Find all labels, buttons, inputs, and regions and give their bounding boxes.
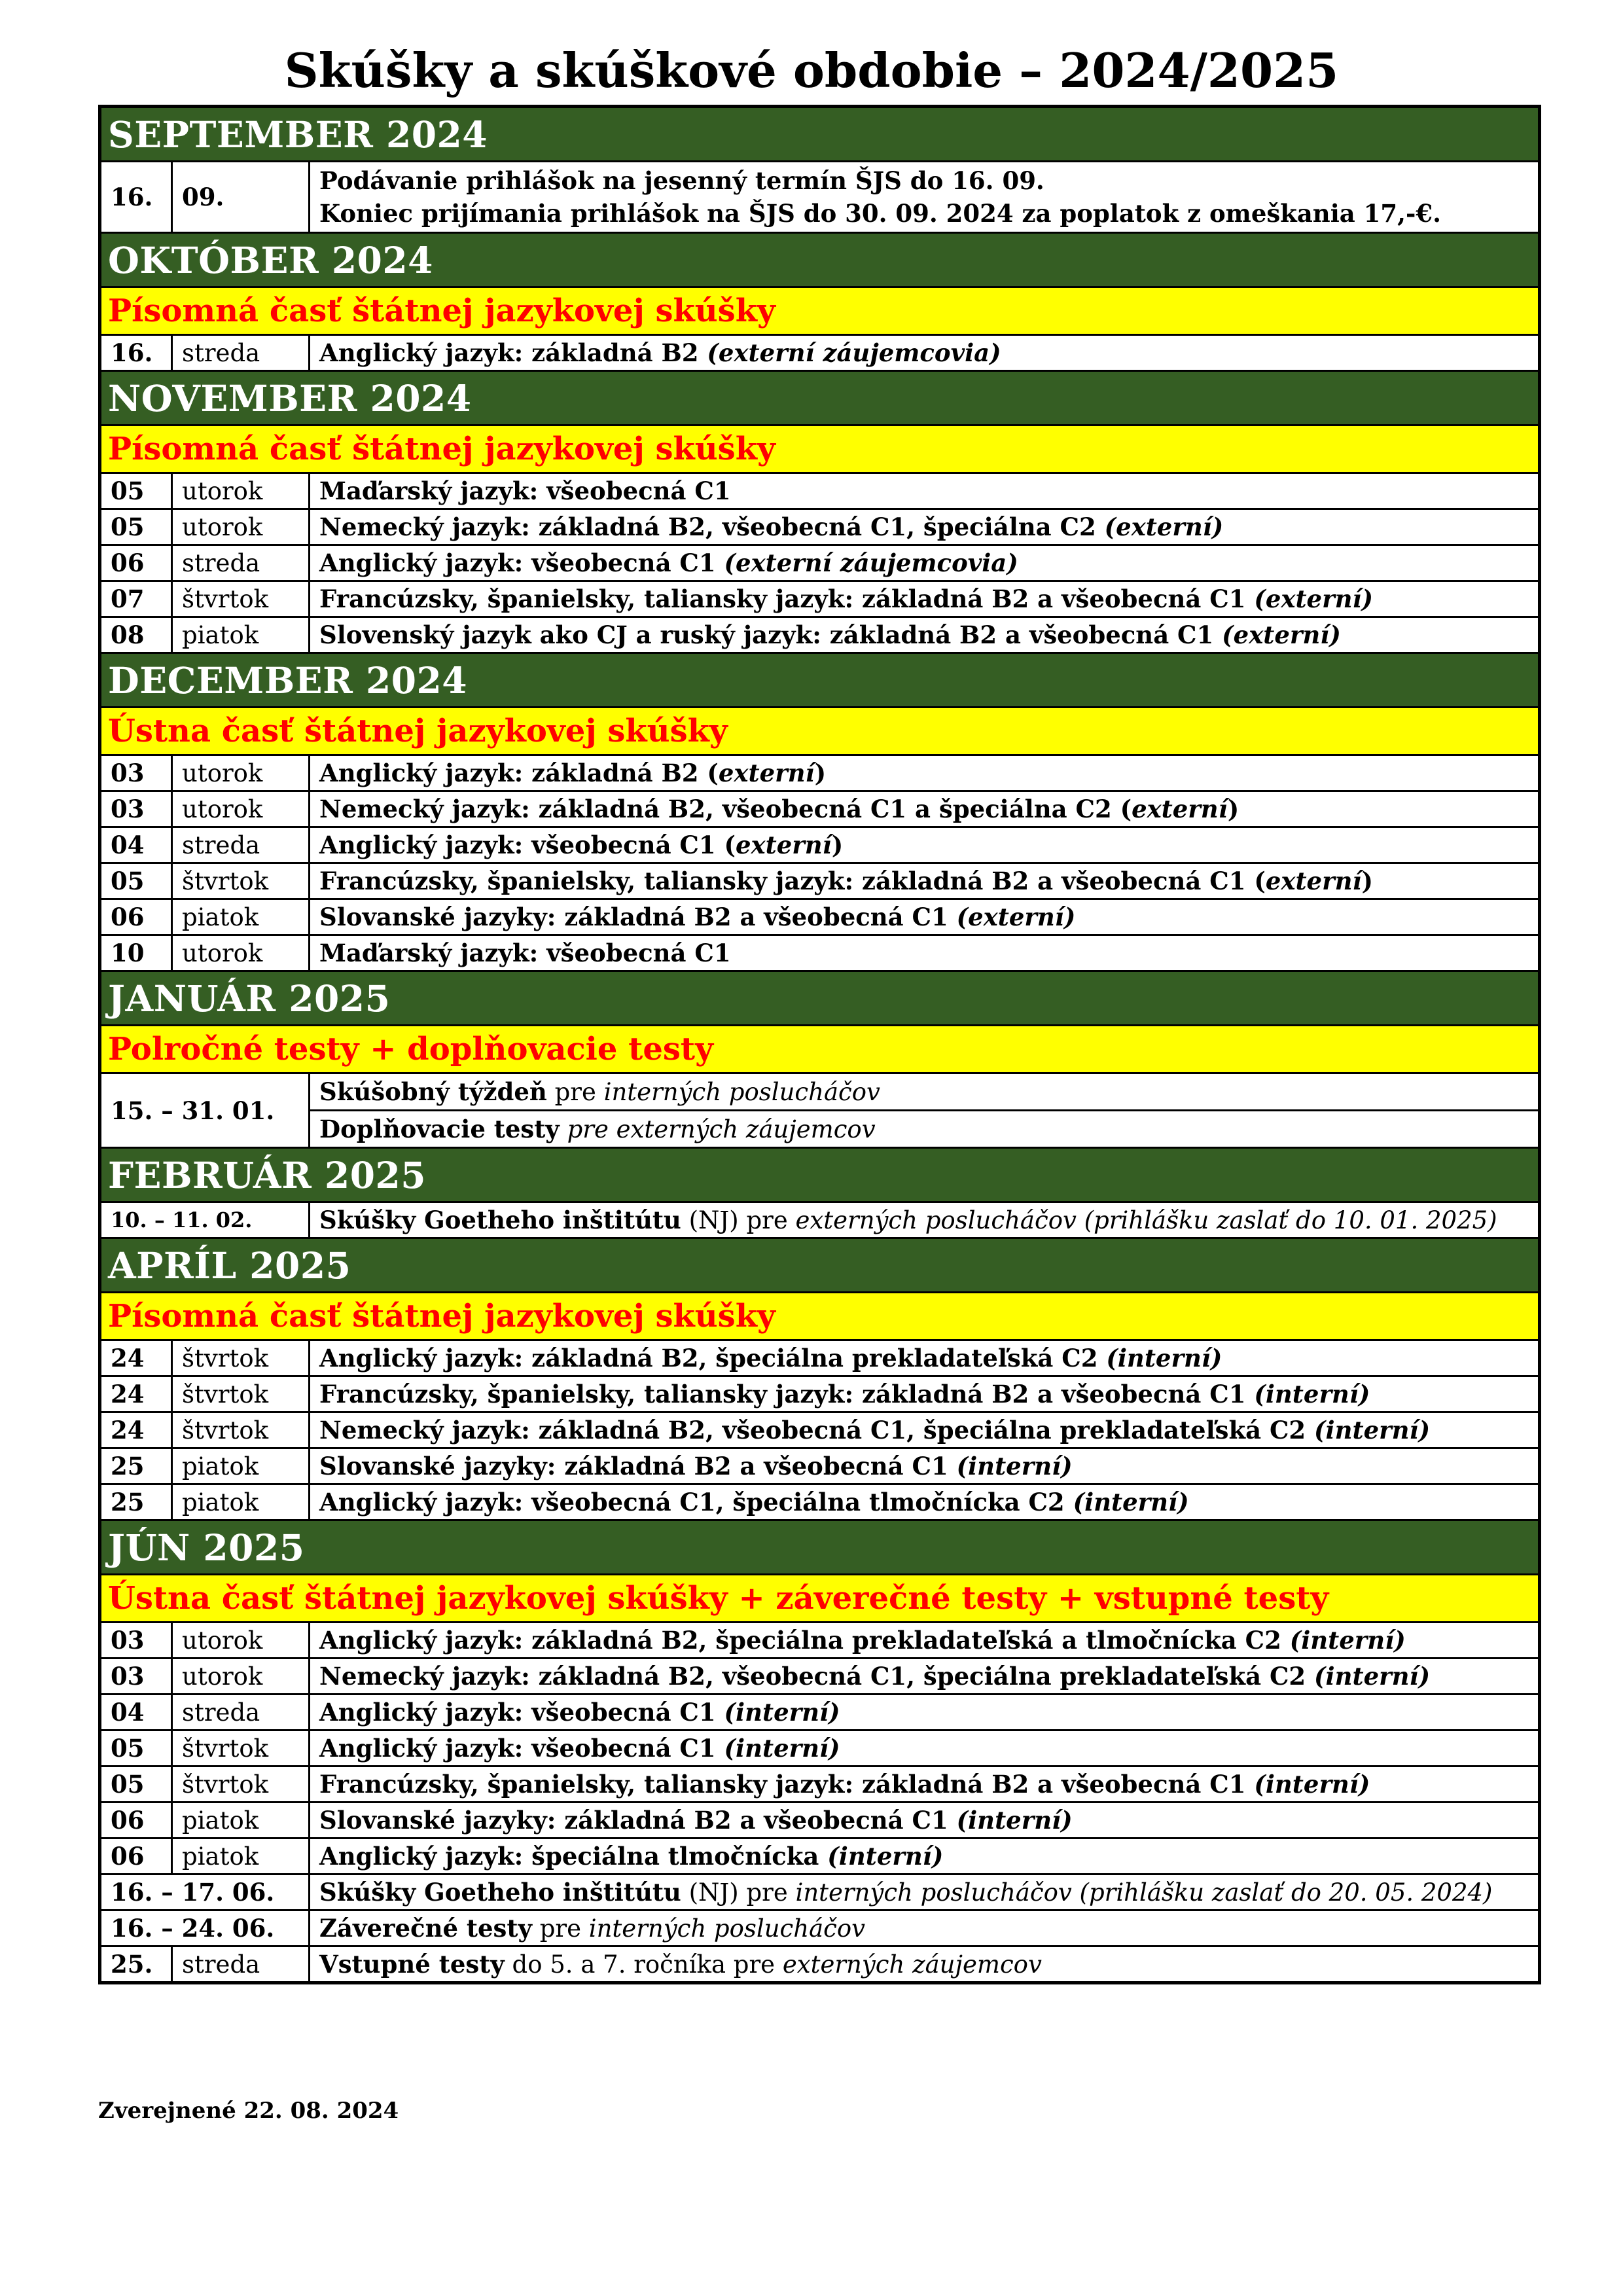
section-label: Písomná časť štátnej jazykovej skúšky xyxy=(100,287,1540,335)
table-row xyxy=(100,1111,1540,1148)
description-cell xyxy=(310,1073,1540,1111)
section-header xyxy=(100,425,1540,473)
weekday-cell: streda xyxy=(172,1695,310,1731)
description-cell xyxy=(310,1874,1540,1910)
exam-note: interných poslucháčov (prihlášku zaslať do 20. 05. 2024) xyxy=(795,1878,1493,1907)
date-range-cell: 16. – 17. 06. xyxy=(100,1874,310,1910)
exam-note: (interní) xyxy=(1073,1488,1189,1516)
section-label: Ústna časť štátnej jazykovej skúšky xyxy=(100,708,1540,755)
table-row xyxy=(100,1448,1540,1484)
description-cell xyxy=(310,1803,1540,1839)
description-cell xyxy=(310,335,1540,371)
exam-note: interných poslucháčov xyxy=(588,1914,866,1943)
table-row xyxy=(100,1484,1540,1520)
table-row xyxy=(100,581,1540,617)
exam-text: Nemecký jazyk: základná B2, všeobecná C1, špeciálna C2 xyxy=(319,512,1105,541)
exam-text-normal: pre xyxy=(531,1914,589,1943)
table-row xyxy=(100,509,1540,545)
exam-note: externí xyxy=(718,759,815,787)
exam-note: (externí záujemcovia) xyxy=(707,338,1001,367)
description-cell xyxy=(310,1202,1540,1238)
description-cell xyxy=(310,1767,1540,1803)
table-row xyxy=(100,1376,1540,1412)
exam-note: (interní) xyxy=(827,1842,944,1871)
day-cell: 16. xyxy=(100,335,172,371)
day-cell: 16. xyxy=(100,162,172,233)
day-cell: 05 xyxy=(100,509,172,545)
day-cell: 05 xyxy=(100,1767,172,1803)
description-cell xyxy=(310,1448,1540,1484)
table-row xyxy=(100,935,1540,971)
exam-text: Slovanské jazyky: základná B2 a všeobecná C1 xyxy=(319,1806,957,1835)
exam-note-close: ) xyxy=(814,759,827,787)
month-header-december xyxy=(100,653,1540,708)
month-header-februar xyxy=(100,1148,1540,1202)
table-row xyxy=(100,335,1540,371)
exam-text: Anglický jazyk: všeobecná C1, špeciálna tlmočnícka C2 xyxy=(319,1488,1073,1516)
exam-text-normal: do 5. a 7. ročníka pre xyxy=(504,1950,783,1979)
month-label: FEBRUÁR 2025 xyxy=(100,1148,1540,1202)
exam-note: externí xyxy=(736,831,832,859)
exam-text: Skúšobný týždeň xyxy=(319,1077,547,1106)
weekday-cell: utorok xyxy=(172,755,310,791)
day-cell: 25 xyxy=(100,1484,172,1520)
weekday-cell: štvrtok xyxy=(172,1412,310,1448)
weekday-cell: utorok xyxy=(172,935,310,971)
day-cell: 05 xyxy=(100,863,172,899)
weekday-cell: streda xyxy=(172,545,310,581)
page-title: Skúšky a skúškové obdobie – 2024/2025 xyxy=(284,43,1339,98)
description-cell xyxy=(310,1839,1540,1874)
table-row xyxy=(100,1874,1540,1910)
exam-note: pre externých záujemcov xyxy=(559,1115,876,1143)
weekday-cell: streda xyxy=(172,335,310,371)
exam-note: externých poslucháčov (prihlášku zaslať do 10. 01. 2025) xyxy=(795,1206,1497,1234)
month-label: JÚN 2025 xyxy=(100,1520,1540,1575)
description-cell xyxy=(310,1623,1540,1659)
section-header xyxy=(100,1026,1540,1073)
weekday-cell: utorok xyxy=(172,791,310,827)
table-row xyxy=(100,1623,1540,1659)
weekday-cell: utorok xyxy=(172,509,310,545)
exam-note: (interní) xyxy=(724,1734,840,1763)
table-row xyxy=(100,899,1540,935)
table-row xyxy=(100,473,1540,509)
weekday-cell: štvrtok xyxy=(172,1767,310,1803)
exam-text: Francúzsky, španielsky, taliansky jazyk: základná B2 a všeobecná C1 ( xyxy=(319,867,1266,895)
exam-text: Nemecký jazyk: základná B2, všeobecná C1, špeciálna prekladateľská C2 xyxy=(319,1662,1315,1691)
table-row xyxy=(100,1803,1540,1839)
exam-note: (interní) xyxy=(1314,1662,1431,1691)
exam-text: Francúzsky, španielsky, taliansky jazyk: základná B2 a všeobecná C1 xyxy=(319,1380,1255,1408)
day-cell: 04 xyxy=(100,1695,172,1731)
exam-note-close: ) xyxy=(1227,795,1240,823)
description-cell xyxy=(310,1484,1540,1520)
section-label: Ústna časť štátnej jazykovej skúšky + záverečné testy + vstupné testy xyxy=(100,1575,1540,1623)
weekday-cell: piatok xyxy=(172,1839,310,1874)
day-cell: 10 xyxy=(100,935,172,971)
day-cell: 06 xyxy=(100,1803,172,1839)
exam-note: (interní) xyxy=(956,1452,1073,1480)
day-cell: 03 xyxy=(100,791,172,827)
exam-text: Francúzsky, španielsky, taliansky jazyk: základná B2 a všeobecná C1 xyxy=(319,584,1255,613)
exam-note: (externí) xyxy=(956,903,1076,931)
month-label: OKTÓBER 2024 xyxy=(100,233,1540,287)
table-row xyxy=(100,863,1540,899)
exam-text: Slovenský jazyk ako CJ a ruský jazyk: základná B2 a všeobecná C1 xyxy=(319,620,1222,649)
description-cell xyxy=(310,827,1540,863)
exam-text-normal: pre xyxy=(546,1078,604,1106)
exam-text: Anglický jazyk: všeobecná C1 xyxy=(319,1734,724,1763)
exam-text: Anglický jazyk: všeobecná C1 xyxy=(319,548,724,577)
day-cell: 06 xyxy=(100,899,172,935)
section-header xyxy=(100,1293,1540,1340)
weekday-cell: streda xyxy=(172,827,310,863)
day-cell: 07 xyxy=(100,581,172,617)
weekday-cell: štvrtok xyxy=(172,1731,310,1767)
exam-text: Anglický jazyk: špeciálna tlmočnícka xyxy=(319,1842,828,1871)
exam-note: externí xyxy=(1265,867,1362,895)
exam-note-close: ) xyxy=(1361,867,1374,895)
exam-text: Maďarský jazyk: všeobecná C1 xyxy=(319,939,731,967)
table-row xyxy=(100,1340,1540,1376)
exam-note: (interní) xyxy=(1314,1416,1431,1444)
description-cell xyxy=(310,1731,1540,1767)
day-cell: 03 xyxy=(100,1659,172,1695)
date-range-cell: 10. – 11. 02. xyxy=(100,1202,310,1238)
table-row xyxy=(100,1412,1540,1448)
weekday-cell: štvrtok xyxy=(172,863,310,899)
exam-text: Vstupné testy xyxy=(319,1950,505,1979)
table-row xyxy=(100,1946,1540,1983)
table-row xyxy=(100,827,1540,863)
exam-text: Slovanské jazyky: základná B2 a všeobecná C1 xyxy=(319,903,957,931)
section-header xyxy=(100,1575,1540,1623)
exam-text: Maďarský jazyk: všeobecná C1 xyxy=(319,476,731,505)
exam-note: (externí) xyxy=(1222,620,1341,649)
deadline-line-1: Podávanie prihlášok na jesenný termín ŠJS do 16. 09. xyxy=(319,166,1044,195)
exam-note: interných poslucháčov xyxy=(603,1078,880,1106)
exam-note: (externí) xyxy=(1104,512,1224,541)
description-cell xyxy=(310,1659,1540,1695)
month-header-oktober xyxy=(100,233,1540,287)
description-cell xyxy=(310,1910,1540,1946)
table-row xyxy=(100,1695,1540,1731)
day-cell: 08 xyxy=(100,617,172,653)
day-cell: 06 xyxy=(100,545,172,581)
exam-note: (externí) xyxy=(1254,584,1374,613)
month-header-november xyxy=(100,371,1540,425)
section-header xyxy=(100,708,1540,755)
weekday-cell: piatok xyxy=(172,1484,310,1520)
section-label: Písomná časť štátnej jazykovej skúšky xyxy=(100,425,1540,473)
day-cell: 04 xyxy=(100,827,172,863)
exam-text: Francúzsky, španielsky, taliansky jazyk: základná B2 a všeobecná C1 xyxy=(319,1770,1255,1799)
section-label: Polročné testy + doplňovacie testy xyxy=(100,1026,1540,1073)
exam-note: (interní) xyxy=(1254,1380,1370,1408)
description-cell xyxy=(310,617,1540,653)
description-cell xyxy=(310,545,1540,581)
exam-schedule-table xyxy=(98,105,1541,1984)
description-cell xyxy=(310,581,1540,617)
description-cell xyxy=(310,863,1540,899)
weekday-cell: štvrtok xyxy=(172,581,310,617)
exam-text: Nemecký jazyk: základná B2, všeobecná C1 a špeciálna C2 ( xyxy=(319,795,1132,823)
exam-text: Anglický jazyk: základná B2 ( xyxy=(319,759,719,787)
exam-text: Anglický jazyk: všeobecná C1 xyxy=(319,1698,724,1727)
month-label: DECEMBER 2024 xyxy=(100,653,1540,708)
day-cell: 03 xyxy=(100,1623,172,1659)
description-cell xyxy=(310,1111,1540,1148)
description-cell xyxy=(310,791,1540,827)
exam-note-close: ) xyxy=(831,831,844,859)
table-row xyxy=(100,162,1540,233)
exam-text: Skúšky Goetheho inštitútu xyxy=(319,1206,681,1234)
exam-note: externých záujemcov xyxy=(782,1950,1042,1979)
weekday-cell: piatok xyxy=(172,899,310,935)
month-label: JANUÁR 2025 xyxy=(100,971,1540,1026)
weekday-cell: utorok xyxy=(172,1659,310,1695)
exam-text: Anglický jazyk: základná B2, špeciálna prekladateľská a tlmočnícka C2 xyxy=(319,1626,1290,1655)
date-range-cell: 16. – 24. 06. xyxy=(100,1910,310,1946)
section-label: Písomná časť štátnej jazykovej skúšky xyxy=(100,1293,1540,1340)
day-cell: 03 xyxy=(100,755,172,791)
description-cell xyxy=(310,1412,1540,1448)
date-range-cell: 15. – 31. 01. xyxy=(100,1073,310,1148)
table-row xyxy=(100,755,1540,791)
description-cell xyxy=(310,1376,1540,1412)
month-header-jun xyxy=(100,1520,1540,1575)
section-header xyxy=(100,287,1540,335)
exam-text: Nemecký jazyk: základná B2, všeobecná C1, špeciálna prekladateľská C2 xyxy=(319,1416,1315,1444)
month-header-april xyxy=(100,1238,1540,1293)
description-cell xyxy=(310,1695,1540,1731)
exam-note: (interní) xyxy=(1289,1626,1406,1655)
table-row xyxy=(100,1910,1540,1946)
exam-text-normal: (NJ) pre xyxy=(681,1206,796,1234)
description-cell xyxy=(310,935,1540,971)
description-cell xyxy=(310,1340,1540,1376)
day-cell: 25. xyxy=(100,1946,172,1983)
month-cell: 09. xyxy=(172,162,310,233)
exam-text-normal: (NJ) pre xyxy=(681,1878,796,1907)
day-cell: 24 xyxy=(100,1340,172,1376)
weekday-cell: piatok xyxy=(172,1448,310,1484)
table-row xyxy=(100,791,1540,827)
weekday-cell: piatok xyxy=(172,617,310,653)
exam-note: (externí záujemcovia) xyxy=(724,548,1018,577)
exam-text: Doplňovacie testy xyxy=(319,1115,560,1143)
table-row xyxy=(100,545,1540,581)
exam-text: Anglický jazyk: všeobecná C1 ( xyxy=(319,831,736,859)
description-cell xyxy=(310,509,1540,545)
table-row xyxy=(100,617,1540,653)
day-cell: 24 xyxy=(100,1376,172,1412)
exam-note: (interní) xyxy=(956,1806,1073,1835)
month-header-januar xyxy=(100,971,1540,1026)
day-cell: 06 xyxy=(100,1839,172,1874)
day-cell: 24 xyxy=(100,1412,172,1448)
deadline-line-2: Koniec prijímania prihlášok na ŠJS do 30. 09. 2024 za poplatok z omeškania 17,-€. xyxy=(319,199,1441,228)
day-cell: 05 xyxy=(100,1731,172,1767)
weekday-cell: utorok xyxy=(172,473,310,509)
table-row xyxy=(100,1073,1540,1111)
description-cell xyxy=(310,1946,1540,1983)
table-row xyxy=(100,1659,1540,1695)
month-label: SEPTEMBER 2024 xyxy=(100,107,1540,162)
exam-text: Skúšky Goetheho inštitútu xyxy=(319,1878,681,1907)
weekday-cell: piatok xyxy=(172,1803,310,1839)
published-date: Zverejnené 22. 08. 2024 xyxy=(98,2098,399,2124)
exam-text: Anglický jazyk: základná B2, špeciálna prekladateľská C2 xyxy=(319,1344,1107,1372)
weekday-cell: štvrtok xyxy=(172,1340,310,1376)
table-row xyxy=(100,1839,1540,1874)
table-row xyxy=(100,1767,1540,1803)
day-cell: 05 xyxy=(100,473,172,509)
exam-note: (interní) xyxy=(724,1698,840,1727)
description-cell xyxy=(310,899,1540,935)
weekday-cell: utorok xyxy=(172,1623,310,1659)
exam-text: Záverečné testy xyxy=(319,1914,532,1943)
exam-note: (interní) xyxy=(1254,1770,1370,1799)
weekday-cell: štvrtok xyxy=(172,1376,310,1412)
month-header-september xyxy=(100,107,1540,162)
description-cell xyxy=(310,162,1540,233)
month-label: NOVEMBER 2024 xyxy=(100,371,1540,425)
description-cell xyxy=(310,473,1540,509)
exam-note: (interní) xyxy=(1106,1344,1222,1372)
exam-note: externí xyxy=(1132,795,1228,823)
exam-text: Slovanské jazyky: základná B2 a všeobecná C1 xyxy=(319,1452,957,1480)
description-cell xyxy=(310,755,1540,791)
table-row xyxy=(100,1202,1540,1238)
month-label: APRÍL 2025 xyxy=(100,1238,1540,1293)
exam-text: Anglický jazyk: základná B2 xyxy=(319,338,707,367)
weekday-cell: streda xyxy=(172,1946,310,1983)
table-row xyxy=(100,1731,1540,1767)
day-cell: 25 xyxy=(100,1448,172,1484)
